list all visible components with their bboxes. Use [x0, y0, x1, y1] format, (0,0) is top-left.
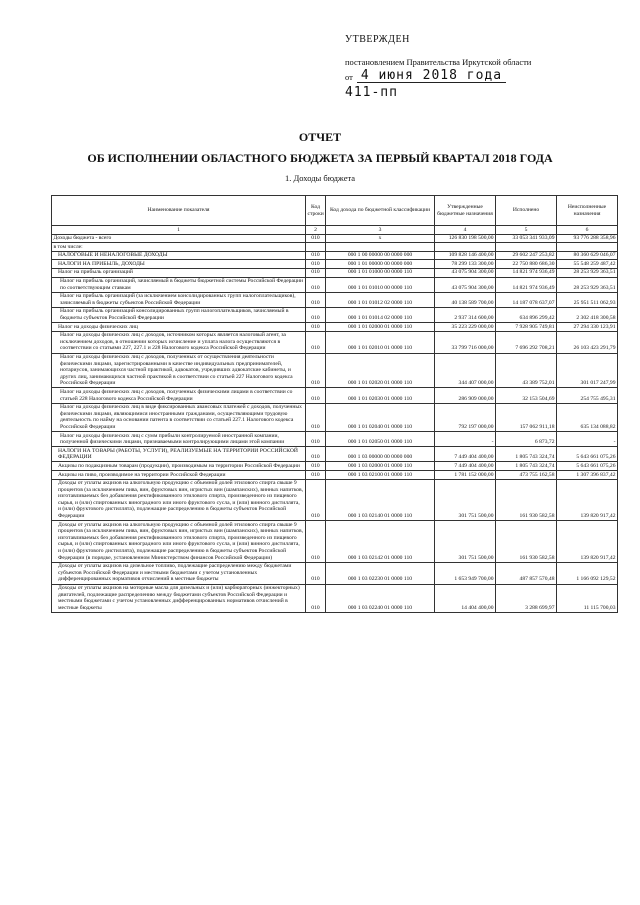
table-row — [52, 432, 618, 447]
cell-executed: 43 389 752,01 — [496, 353, 557, 388]
from-label: от — [345, 72, 353, 82]
cell-code: 010 — [306, 521, 326, 563]
cell-kbk: 000 1 03 02142 01 0000 110 — [326, 521, 435, 563]
cell-approved: 792 197 000,00 — [435, 403, 496, 431]
cell-name: Налог на прибыль организаций — [52, 268, 306, 277]
cell-approved: 1 653 949 700,00 — [435, 562, 496, 584]
cell-approved: 43 075 904 300,00 — [435, 268, 496, 277]
index-cell: 6 — [557, 226, 618, 235]
cell-approved: 40 138 589 700,00 — [435, 292, 496, 307]
table-body — [52, 234, 618, 612]
cell-code: 010 — [306, 307, 326, 322]
cell-kbk: 000 1 01 02030 01 0000 110 — [326, 388, 435, 403]
cell-remaining: 2 302 418 300,58 — [557, 307, 618, 322]
cell-code: 010 — [306, 462, 326, 471]
cell-kbk: 000 1 01 01000 00 0000 110 — [326, 268, 435, 277]
table-row — [52, 562, 618, 584]
cell-name: Акцизы по подакцизным товарам (продукции), производимым на территории Российской Федерации — [52, 462, 306, 471]
cell-code: 010 — [306, 432, 326, 447]
cell-executed: 6 873,72 — [496, 432, 557, 447]
cell-approved: 43 075 904 300,00 — [435, 277, 496, 292]
index-cell: 3 — [326, 226, 435, 235]
cell-remaining: 93 776 288 358,96 — [557, 234, 618, 243]
cell-remaining: 1 166 092 129,52 — [557, 562, 618, 584]
section-title: 1. Доходы бюджета — [284, 173, 356, 183]
header-remaining: Неисполненные назначения — [557, 196, 618, 226]
income-table — [51, 195, 618, 613]
cell-remaining: 5 643 661 075,26 — [557, 447, 618, 462]
decree-text: постановлением Правительства Иркутской области — [345, 57, 532, 67]
cell-kbk: 000 1 01 01014 02 0000 110 — [326, 307, 435, 322]
cell-name: в том числе: — [52, 243, 306, 252]
table-row — [52, 471, 618, 480]
cell-code: 010 — [306, 251, 326, 260]
cell-code: 010 — [306, 388, 326, 403]
cell-remaining: 25 951 511 062,93 — [557, 292, 618, 307]
cell-executed: 33 053 341 933,09 — [496, 234, 557, 243]
table-row — [52, 521, 618, 563]
decree-number: 411-пп — [345, 85, 398, 100]
table-row — [52, 277, 618, 292]
cell-executed: 634 896 299,42 — [496, 307, 557, 322]
cell-code: 010 — [306, 403, 326, 431]
header-executed: Исполнено — [496, 196, 557, 226]
cell-kbk: 000 1 03 02240 01 0000 110 — [326, 584, 435, 612]
cell-code: 010 — [306, 260, 326, 269]
cell-approved: 301 751 500,00 — [435, 521, 496, 563]
index-cell: 2 — [306, 226, 326, 235]
income-table-wrap — [51, 195, 617, 613]
cell-approved: 1 781 152 000,00 — [435, 471, 496, 480]
cell-code: 010 — [306, 277, 326, 292]
cell-name: Налог на доходы физических лиц — [52, 323, 306, 332]
cell-name: Налог на доходы физических лиц с доходов, полученных от осуществления деятельности физическими лицами, зарегистрированными в качестве индивидуальных предпринимателей, нотариусов, занимающихся частной практикой, адвокатов, учредивших адвокатские кабинеты, и других лиц, занимающихся частной практикой в соответствии со статьей 227 Налогового кодекса Российской Федерации — [52, 353, 306, 388]
cell-executed: 14 821 974 936,49 — [496, 268, 557, 277]
cell-executed — [496, 243, 557, 252]
cell-name: Налог на прибыль организаций (за исключением консолидированных групп налогоплательщиков), зачисляемый в бюджеты субъектов Российской Федерации — [52, 292, 306, 307]
cell-kbk: 000 1 01 02040 01 0000 110 — [326, 403, 435, 431]
cell-remaining: 139 820 917,42 — [557, 521, 618, 563]
cell-name: Доходы от уплаты акцизов на алкогольную продукцию с объемной долей этилового спирта свыше 9 процентов (за исключением пива, вин, фруктовых вин, игристых вин (шампанских), винных напитков, изготавливаемых без добавления ректификованного этилового спирта, произведенного из пищевого сырья, и (или) спиртованных виноградного или иного фруктового сусла, и (или) винного дистиллята, и (или) фруктового дистиллята), подлежащие распределению в бюджеты субъектов Российской Федерации (в порядке, установленном Министерством финансов Российской Федерации) — [52, 521, 306, 563]
cell-name: Налог на доходы физических лиц с доходов, источником которых является налоговый агент, за исключением доходов, в отношении которых исчисление и уплата налога осуществляются в соответствии со статьями 227, 227.1 и 228 Налогового кодекса Российской Федерации — [52, 331, 306, 353]
table-row — [52, 331, 618, 353]
cell-approved: 78 299 133 300,00 — [435, 260, 496, 269]
table-row — [52, 260, 618, 269]
cell-remaining: - — [557, 432, 618, 447]
approval-block — [345, 34, 615, 98]
cell-approved: 301 751 500,00 — [435, 479, 496, 521]
cell-kbk: 000 1 01 02050 01 0000 110 — [326, 432, 435, 447]
cell-remaining: 139 820 917,42 — [557, 479, 618, 521]
cell-approved: 33 799 716 000,00 — [435, 331, 496, 353]
index-cell: 4 — [435, 226, 496, 235]
index-cell: 5 — [496, 226, 557, 235]
cell-kbk: 000 1 01 01012 02 0000 110 — [326, 292, 435, 307]
table-row — [52, 251, 618, 260]
cell-remaining: 11 115 700,03 — [557, 584, 618, 612]
cell-code: 010 — [306, 562, 326, 584]
table-row — [52, 307, 618, 322]
cell-approved: 344 407 000,00 — [435, 353, 496, 388]
cell-remaining: 27 294 330 123,91 — [557, 323, 618, 332]
cell-name: НАЛОГИ НА ТОВАРЫ (РАБОТЫ, УСЛУГИ), РЕАЛИЗУЕМЫЕ НА ТЕРРИТОРИИ РОССИЙСКОЙ ФЕДЕРАЦИИ — [52, 447, 306, 462]
cell-kbk: 000 1 01 02020 01 0000 110 — [326, 353, 435, 388]
table-row — [52, 447, 618, 462]
table-row — [52, 403, 618, 431]
cell-executed: 14 187 078 637,07 — [496, 292, 557, 307]
cell-approved: 286 909 000,00 — [435, 388, 496, 403]
table-row — [52, 234, 618, 243]
cell-approved — [435, 243, 496, 252]
cell-name: Доходы от уплаты акцизов на моторные масла для дизельных и (или) карбюраторных (инжекторных) двигателей, подлежащие распределению между бюджетами субъектов Российской Федерации и местными бюджетами с учетом установленных дифференцированных нормативов отчислений в местные бюджеты — [52, 584, 306, 612]
cell-code: 010 — [306, 323, 326, 332]
cell-code: 010 — [306, 353, 326, 388]
report-title: ОТЧЕТ — [298, 130, 342, 144]
cell-name: Налог на доходы физических лиц в виде фиксированных авансовых платежей с доходов, полученных физическими лицами, являющимися иностранными гражданами, осуществляющими трудовую деятельность по найму на основании патента в соответствии со статьей 227.1 Налогового кодекса Российской Федерации — [52, 403, 306, 431]
cell-approved: 7 449 404 400,00 — [435, 447, 496, 462]
cell-code: 010 — [306, 479, 326, 521]
cell-executed: 14 821 974 936,49 — [496, 277, 557, 292]
report-subtitle: ОБ ИСПОЛНЕНИИ ОБЛАСТНОГО БЮДЖЕТА ЗА ПЕРВЫЙ КВАРТАЛ 2018 ГОДА — [87, 151, 553, 165]
cell-name: НАЛОГИ НА ПРИБЫЛЬ, ДОХОДЫ — [52, 260, 306, 269]
header-name: Наименование показателя — [52, 196, 306, 226]
table-row — [52, 584, 618, 612]
cell-kbk: 000 1 03 02100 01 0000 110 — [326, 471, 435, 480]
table-row — [52, 243, 618, 252]
cell-code: 010 — [306, 268, 326, 277]
header-kbk: Код дохода по бюджетной классификации — [326, 196, 435, 226]
cell-executed: 157 062 911,18 — [496, 403, 557, 431]
index-cell: 1 — [52, 226, 306, 235]
cell-executed: 161 930 582,58 — [496, 479, 557, 521]
cell-code: 010 — [306, 447, 326, 462]
table-row — [52, 388, 618, 403]
cell-kbk: 000 1 00 00000 00 0000 000 — [326, 251, 435, 260]
cell-name: НАЛОГОВЫЕ И НЕНАЛОГОВЫЕ ДОХОДЫ — [52, 251, 306, 260]
cell-executed: 473 755 162,58 — [496, 471, 557, 480]
cell-executed: 487 857 570,48 — [496, 562, 557, 584]
cell-name: Доходы от уплаты акцизов на дизельное топливо, подлежащие распределению между бюджетами субъектов Российской Федерации и местными бюджетами с учетом установленных дифференцированных нормативов отчислений в местные бюджеты — [52, 562, 306, 584]
cell-executed: 7 696 292 708,21 — [496, 331, 557, 353]
cell-name: Акцизы на пиво, производимое на территории Российской Федерации — [52, 471, 306, 480]
cell-remaining: 5 643 661 075,26 — [557, 462, 618, 471]
table-row — [52, 292, 618, 307]
cell-approved: 109 828 146 400,00 — [435, 251, 496, 260]
cell-approved: 7 449 404 400,00 — [435, 462, 496, 471]
cell-name: Налог на доходы физических лиц с доходов, полученных физическими лицами в соответствии со статьей 228 Налогового кодекса Российской Федерации — [52, 388, 306, 403]
cell-name: Доходы бюджета - всего — [52, 234, 306, 243]
header-code: Код строки — [306, 196, 326, 226]
cell-approved: 14 404 400,00 — [435, 584, 496, 612]
cell-remaining: 55 548 259 487,42 — [557, 260, 618, 269]
cell-remaining: 28 253 929 363,51 — [557, 268, 618, 277]
cell-executed: 3 288 699,97 — [496, 584, 557, 612]
cell-kbk: 000 1 03 02230 01 0000 110 — [326, 562, 435, 584]
cell-name: Налог на доходы физических лиц с сумм прибыли контролируемой иностранной компании, полученной физическими лицами, признаваемыми контролирующими лицами этой компании — [52, 432, 306, 447]
cell-kbk: 000 1 03 02140 01 0000 110 — [326, 479, 435, 521]
cell-executed: 22 750 880 686,30 — [496, 260, 557, 269]
table-row — [52, 268, 618, 277]
cell-remaining: 26 103 423 291,79 — [557, 331, 618, 353]
table-row — [52, 462, 618, 471]
cell-remaining: 1 307 396 837,42 — [557, 471, 618, 480]
cell-remaining: 635 134 088,82 — [557, 403, 618, 431]
cell-executed: 1 805 743 324,74 — [496, 462, 557, 471]
cell-code: 010 — [306, 234, 326, 243]
cell-executed: 29 602 247 253,82 — [496, 251, 557, 260]
cell-remaining: 80 360 629 046,07 — [557, 251, 618, 260]
cell-approved: 35 223 229 000,00 — [435, 323, 496, 332]
cell-approved: - — [435, 432, 496, 447]
header-approved: Утвержденные бюджетные назначения — [435, 196, 496, 226]
cell-remaining: 254 755 495,31 — [557, 388, 618, 403]
cell-executed: 1 805 743 324,74 — [496, 447, 557, 462]
cell-executed: 7 928 905 749,81 — [496, 323, 557, 332]
approved-label: УТВЕРЖДЕН — [345, 34, 410, 45]
cell-code: 010 — [306, 584, 326, 612]
cell-remaining: 301 017 247,99 — [557, 353, 618, 388]
table-row — [52, 353, 618, 388]
cell-executed: 161 930 582,58 — [496, 521, 557, 563]
cell-approved: 126 830 198 500,00 — [435, 234, 496, 243]
cell-executed: 32 153 504,69 — [496, 388, 557, 403]
cell-remaining: 28 253 929 363,51 — [557, 277, 618, 292]
table-row — [52, 479, 618, 521]
cell-kbk: 000 1 03 00000 00 0000 000 — [326, 447, 435, 462]
cell-name: Доходы от уплаты акцизов на алкогольную продукцию с объемной долей этилового спирта свыше 9 процентов (за исключением пива, вин, фруктовых вин, игристых вин (шампанских), винных напитков, изготавливаемых без добавления ректификованного этилового спирта, произведенного из пищевого сырья, и (или) спиртованных виноградного или иного фруктового сусла, и (или) винного дистиллята, и (или) фруктового дистиллята), подлежащие распределению в бюджеты субъектов Российской Федерации — [52, 479, 306, 521]
cell-name: Налог на прибыль организаций консолидированных групп налогоплательщиков, зачисляемый в бюджеты субъектов Российской Федерации — [52, 307, 306, 322]
cell-approved: 2 937 314 600,00 — [435, 307, 496, 322]
cell-kbk: 000 1 01 02010 01 0000 110 — [326, 331, 435, 353]
cell-kbk: x — [326, 234, 435, 243]
cell-kbk: 000 1 01 01010 00 0000 110 — [326, 277, 435, 292]
cell-code: 010 — [306, 471, 326, 480]
cell-code: 010 — [306, 292, 326, 307]
cell-code — [306, 243, 326, 252]
cell-kbk: 000 1 01 02000 01 0000 110 — [326, 323, 435, 332]
decree-date: 4 июня 2018 года — [360, 68, 503, 83]
cell-kbk: 000 1 01 00000 00 0000 000 — [326, 260, 435, 269]
cell-kbk — [326, 243, 435, 252]
cell-kbk: 000 1 03 02000 01 0000 110 — [326, 462, 435, 471]
cell-remaining — [557, 243, 618, 252]
cell-name: Налог на прибыль организаций, зачисляемый в бюджеты бюджетной системы Российской Федерации по соответствующим ставкам — [52, 277, 306, 292]
cell-code: 010 — [306, 331, 326, 353]
table-row — [52, 323, 618, 332]
